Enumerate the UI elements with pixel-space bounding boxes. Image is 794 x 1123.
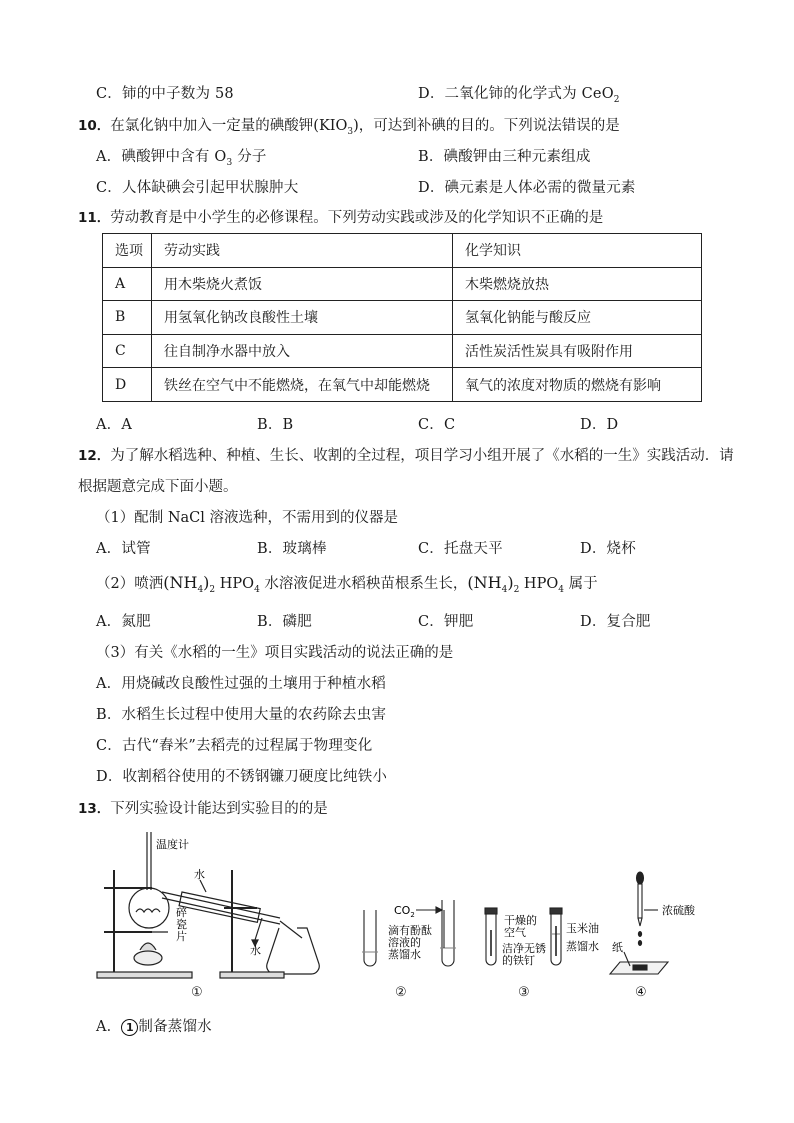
- q10-number: 10．: [78, 118, 111, 134]
- table-cell: A: [103, 267, 152, 301]
- q12-sub3-option-a: A．用烧碱改良酸性过强的土壤用于种植水稻: [96, 676, 386, 692]
- q12-sub3-option-b: B．水稻生长过程中使用大量的农药除去虫害: [96, 707, 387, 723]
- q12-sub3-option-d: D．收割稻谷使用的不锈钢镰刀硬度比纯铁小: [96, 769, 388, 785]
- label-paper: 纸: [612, 941, 623, 954]
- label-dry-air-1: 干燥的: [504, 914, 537, 927]
- q11-option-b: B．B: [257, 417, 294, 433]
- label-phenol-2: 溶液的: [388, 936, 421, 949]
- table-cell: 氢氧化钠能与酸反应: [453, 301, 702, 335]
- q12-sub3-stem: （3）有关《水稻的一生》项目实践活动的说法正确的是: [96, 645, 454, 661]
- table-cell: 活性炭活性炭具有吸附作用: [453, 334, 702, 368]
- q13-option-a: A． 1 制备蒸馏水: [96, 1019, 212, 1035]
- table-row: [103, 267, 702, 301]
- label-corn-oil: 玉米油: [566, 922, 599, 935]
- q12-stem-line1: 12．为了解水稻选种、种植、生长、收割的全过程，项目学习小组开展了《水稻的一生》实践活动．请: [78, 448, 734, 464]
- q12-sub2-option-b: B．磷肥: [257, 614, 312, 630]
- label-co2: $CO_2$: [394, 904, 415, 919]
- label-dry-air-2: 空气: [504, 926, 526, 939]
- q11-number: 11．: [78, 210, 111, 226]
- q12-sub2-option-d: D．复合肥: [580, 614, 651, 630]
- q11-table: [102, 233, 702, 402]
- table-cell: 木柴燃烧放热: [453, 267, 702, 301]
- figure-caption-1: ①: [191, 985, 203, 1000]
- table-row: [103, 334, 702, 368]
- label-distilled-water: 蒸馏水: [566, 940, 599, 953]
- q13-stem: 13．下列实验设计能达到实验目的的是: [78, 801, 328, 817]
- table-cell: 用氢氧化钠改良酸性土壤: [152, 301, 453, 335]
- label-shards-3: 片: [176, 930, 187, 943]
- table-cell: B: [103, 301, 152, 335]
- q10-stem: 10．在氯化钠中加入一定量的碘酸钾$(KIO_3)$，可达到补碘的目的。下列说法错误的是: [78, 118, 620, 137]
- q12-sub1-option-a: A．试管: [96, 541, 151, 557]
- q11-option-a: A．A: [96, 417, 133, 433]
- table-row: [103, 301, 702, 335]
- label-phenol-1: 滴有酚酞: [388, 924, 432, 937]
- distillation-apparatus: [97, 832, 319, 978]
- table-header-cell: 化学知识: [453, 234, 702, 268]
- table-cell: 往自制净水器中放入: [152, 334, 453, 368]
- circled-number: 1: [121, 1019, 138, 1036]
- q12-sub1-option-d: D．烧杯: [580, 541, 636, 557]
- q10-option-a: A．碘酸钾中含有 $O_3$ 分子: [96, 149, 267, 168]
- figure-caption-2: ②: [395, 985, 407, 1000]
- q13-apparatus-figure: [92, 830, 712, 985]
- q11-option-d: D．D: [580, 417, 619, 433]
- q9-option-c: C．铈的中子数为 58: [96, 86, 234, 102]
- label-water-in: 水: [194, 868, 205, 881]
- q9-option-d: D．二氧化铈的化学式为 CeO$_2$: [418, 86, 620, 105]
- label-thermometer: 温度计: [156, 838, 189, 851]
- table-cell: 氧气的浓度对物质的燃烧有影响: [453, 368, 702, 402]
- q12-sub3-option-c: C．古代“舂米”去稻壳的过程属于物理变化: [96, 738, 373, 754]
- table-row: [103, 368, 702, 402]
- table-header-cell: 劳动实践: [152, 234, 453, 268]
- label-shards-2: 瓷: [176, 918, 187, 931]
- q12-sub1-stem: （1）配制 NaCl 溶液选种，不需用到的仪器是: [96, 510, 399, 526]
- q10-option-c: C．人体缺碘会引起甲状腺肿大: [96, 180, 299, 196]
- q13-number: 13．: [78, 801, 111, 817]
- q12-sub1-option-b: B．玻璃棒: [257, 541, 327, 557]
- label-water-out: 水: [250, 944, 261, 957]
- table-cell: D: [103, 368, 152, 402]
- q12-sub2-option-c: C．钾肥: [418, 614, 474, 630]
- table-header-row: [103, 234, 702, 268]
- label-clean-nail-1: 洁净无锈: [502, 942, 546, 955]
- q11-stem: 11．劳动教育是中小学生的必修课程。下列劳动实践或涉及的化学知识不正确的是: [78, 210, 604, 226]
- figure-caption-4: ④: [635, 985, 647, 1000]
- table-cell: C: [103, 334, 152, 368]
- q11-option-c: C．C: [418, 417, 456, 433]
- q12-sub2-stem: （2）喷洒$(NH_4)_2$ $HPO_4$ 水溶液促进水稻秧苗根系生长，$(NH_4)_2$ $HPO_4$ 属于: [96, 573, 598, 595]
- q12-number: 12．: [78, 448, 111, 464]
- q12-stem-line2: 根据题意完成下面小题。: [78, 479, 238, 495]
- q10-option-b: B．碘酸钾由三种元素组成: [418, 149, 591, 165]
- dropper-on-paper: [610, 872, 668, 974]
- label-clean-nail-2: 的铁钉: [502, 954, 535, 967]
- label-phenol-3: 蒸馏水: [388, 948, 421, 961]
- table-cell: 铁丝在空气中不能燃烧，在氧气中却能燃烧: [152, 368, 453, 402]
- table-header-cell: 选项: [103, 234, 152, 268]
- q12-sub2-option-a: A．氮肥: [96, 614, 151, 630]
- q12-sub1-option-c: C．托盘天平: [418, 541, 503, 557]
- table-cell: 用木柴烧火煮饭: [152, 267, 453, 301]
- q10-option-d: D．碘元素是人体必需的微量元素: [418, 180, 636, 196]
- label-shards-1: 碎: [176, 906, 187, 919]
- label-conc-acid: 浓硫酸: [662, 904, 695, 917]
- figure-caption-3: ③: [518, 985, 530, 1000]
